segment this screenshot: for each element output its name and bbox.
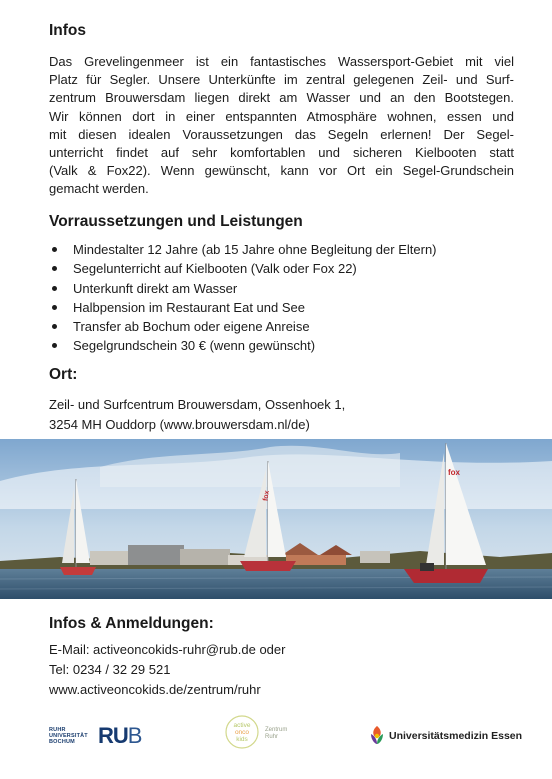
infos-line: mit diesen idealen Voraussetzungen das Segeln erlernen! Der Segel- — [49, 126, 514, 142]
sailing-photo — [0, 439, 552, 599]
list-item: Segelgrundschein 30 € (wenn gewünscht) — [49, 336, 437, 355]
rub-small-line: UNIVERSITÄT — [49, 733, 88, 740]
infos-paragraph — [49, 53, 514, 199]
contact-heading: Infos & Anmeldungen: — [49, 615, 214, 632]
onco-word: onco — [234, 729, 250, 736]
list-item: Unterkunft direkt am Wasser — [49, 279, 437, 298]
list-item: Halbpension im Restaurant Eat und See — [49, 298, 437, 317]
zentrum-line: Zentrum — [265, 727, 288, 733]
contact-website[interactable]: www.activeoncokids.de/zentrum/ruhr — [49, 681, 261, 697]
list-item: Transfer ab Bochum oder eigene Anreise — [49, 317, 437, 336]
location-address — [49, 395, 345, 434]
list-item: Segelunterricht auf Kielbooten (Valk oder Fox 22) — [49, 259, 437, 278]
activeoncokids-logo — [224, 714, 260, 750]
universitaetsmedizin-essen-name: Universitätsmedizin Essen — [389, 730, 523, 742]
infos-line: Platz für Segler. Unsere Unterkünfte im zentral gelegenen Zeil- und Surf- — [49, 72, 514, 88]
location-heading: Ort: — [49, 366, 78, 383]
footer-logos — [0, 705, 552, 765]
infos-line: (Valk & Fox22). Wenn gewünscht, kann vor Ort ein Segel-Grundschein — [49, 163, 514, 179]
infos-heading: Infos — [49, 22, 87, 39]
zentrum-ruhr-label — [265, 727, 287, 741]
infos-line: Wir können dort in einer entspannten Atmosphäre wohnen, essen und — [49, 108, 514, 124]
requirements-list — [49, 240, 437, 356]
infos-line: Das Grevelingenmeer ist ein fantastisches Wassersport-Gebiet mit viel — [49, 54, 514, 69]
rub-bold-letters: RU — [98, 723, 128, 748]
infos-line: unterricht findet auf sehr komfortablen und sicheren Kielbooten statt — [49, 145, 514, 161]
infos-line: gemacht werden. — [49, 181, 149, 197]
address-line-2: 3254 MH Ouddorp (www.brouwersdam.nl/de) — [49, 416, 310, 432]
requirements-heading: Vorraussetzungen und Leistungen — [49, 213, 303, 230]
rub-light-letter: B — [127, 723, 142, 748]
universitaetsmedizin-essen-icon — [368, 724, 386, 746]
contact-block — [49, 640, 285, 699]
rub-logo — [98, 723, 141, 749]
contact-email[interactable]: E-Mail: activeoncokids-ruhr@rub.de oder — [49, 642, 286, 657]
sail-logo: fox — [262, 490, 272, 502]
address-line-1: Zeil- und Surfcentrum Brouwersdam, Ossenhoek 1, — [49, 397, 346, 412]
contact-phone: Tel: 0234 / 32 29 521 — [49, 661, 171, 677]
kids-word: kids — [236, 736, 248, 743]
sail-logo: fox — [448, 468, 460, 477]
rub-small-line: BOCHUM — [49, 739, 75, 746]
rub-small-line: RUHR — [49, 727, 66, 733]
active-word: active — [233, 722, 251, 729]
zentrum-line: Ruhr — [265, 734, 279, 740]
rub-small-logo — [49, 727, 88, 746]
infos-line: zentrum Brouwersdam liegen direkt am Wasser und an den Bootstegen. — [49, 90, 514, 106]
list-item: Mindestalter 12 Jahre (ab 15 Jahre ohne Begleitung der Eltern) — [49, 240, 437, 259]
